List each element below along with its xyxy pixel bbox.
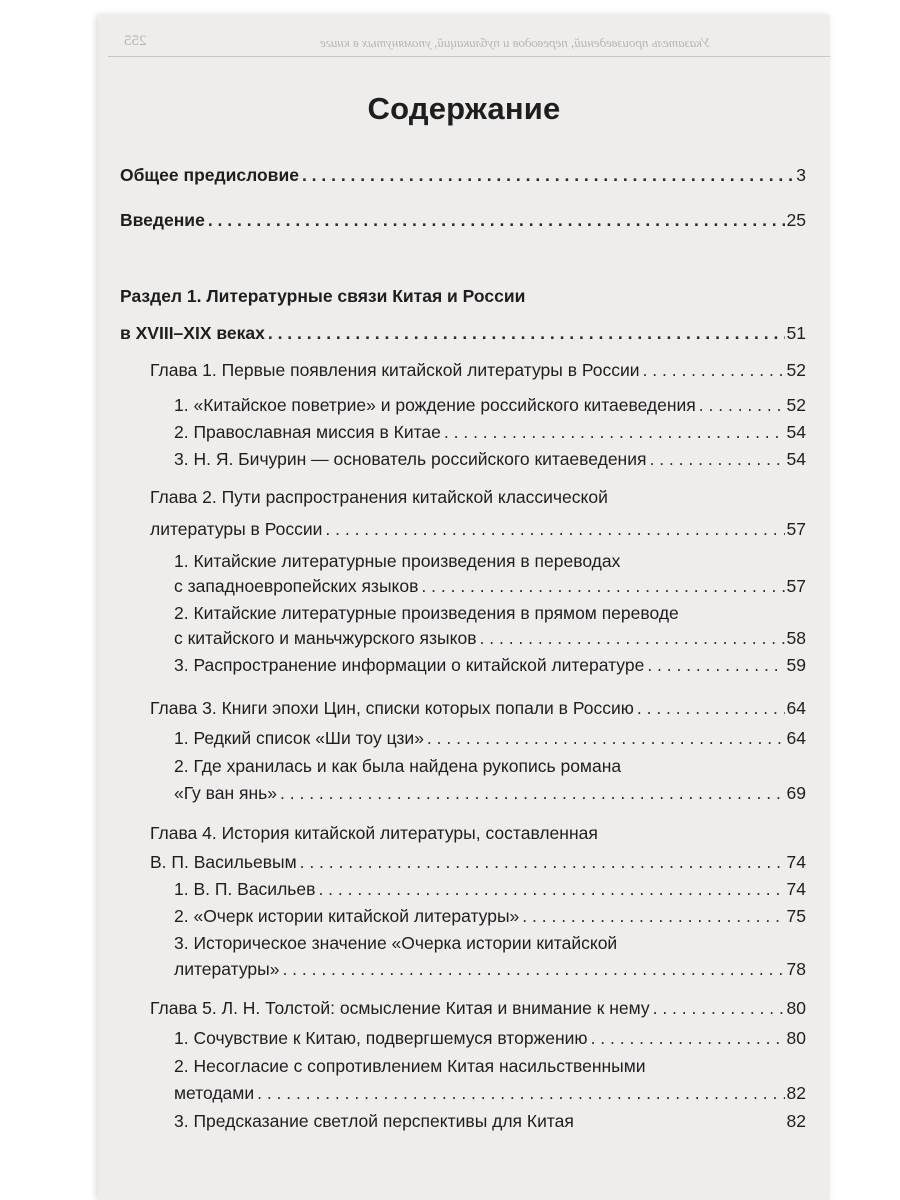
toc-entry-page: 54 bbox=[786, 449, 806, 469]
toc-entry-page: 82 bbox=[786, 1083, 806, 1103]
toc-leader-dots bbox=[280, 783, 785, 804]
toc-leader-dots bbox=[699, 395, 785, 416]
toc-entry[interactable] bbox=[174, 1056, 646, 1077]
toc-entry-text: литературы в России bbox=[150, 519, 323, 539]
toc-entry[interactable] bbox=[174, 551, 620, 572]
toc-entry-text: Глава 1. Первые появления китайской литературы в России bbox=[150, 360, 640, 380]
toc-entry[interactable] bbox=[174, 879, 806, 900]
toc-entry-page: 82 bbox=[786, 1111, 806, 1131]
toc-entry-page: 64 bbox=[786, 728, 806, 748]
toc-entry-text: 3. Предсказание светлой перспективы для Китая bbox=[174, 1111, 574, 1131]
toc-entry[interactable] bbox=[120, 286, 525, 307]
toc-entry[interactable] bbox=[150, 487, 608, 508]
toc-entry-page: 59 bbox=[786, 655, 806, 675]
toc-leader-dots bbox=[208, 210, 785, 231]
toc-entry-text: 3. Распространение информации о китайской литературе bbox=[174, 655, 645, 675]
toc-entry-page: 25 bbox=[786, 210, 806, 230]
toc-entry[interactable] bbox=[150, 998, 806, 1019]
toc-entry-text: В. П. Васильевым bbox=[150, 852, 297, 872]
header-rule bbox=[108, 56, 830, 57]
toc-entry[interactable] bbox=[174, 933, 617, 954]
toc-entry[interactable] bbox=[120, 210, 806, 231]
toc-entry[interactable] bbox=[174, 576, 806, 597]
toc-entry-page: 52 bbox=[786, 360, 806, 380]
toc-entry-page: 54 bbox=[786, 422, 806, 442]
toc-entry-text: Введение bbox=[120, 210, 205, 230]
toc-leader-dots bbox=[427, 728, 785, 749]
toc-leader-dots bbox=[649, 449, 784, 470]
toc-entry[interactable] bbox=[150, 519, 806, 540]
toc-entry-page: 80 bbox=[786, 998, 806, 1018]
toc-entry-text: в XVIII–XIX веках bbox=[120, 323, 265, 343]
toc-entry[interactable] bbox=[174, 783, 806, 804]
toc-entry-text: 1. Редкий список «Ши тоу цзи» bbox=[174, 728, 424, 748]
toc-entry-text: 1. «Китайское поветрие» и рождение российского китаеведения bbox=[174, 395, 696, 415]
toc-entry-text: 2. Несогласие с сопротивлением Китая насильственными bbox=[174, 1056, 646, 1076]
toc-entry[interactable] bbox=[174, 655, 806, 676]
toc-entry-text: 1. Сочувствие к Китаю, подвергшемуся вторжению bbox=[174, 1028, 588, 1048]
toc-leader-dots bbox=[318, 879, 784, 900]
toc-entry-page: 64 bbox=[786, 698, 806, 718]
toc-entry-text: 2. «Очерк истории китайской литературы» bbox=[174, 906, 520, 926]
toc-entry-page: 78 bbox=[786, 959, 806, 979]
book-page bbox=[98, 15, 830, 1200]
toc-entry-text: 1. В. П. Васильев bbox=[174, 879, 316, 899]
toc-entry-text: 2. Китайские литературные произведения в прямом переводе bbox=[174, 603, 679, 623]
toc-entry-page: 57 bbox=[786, 576, 806, 596]
toc-entry[interactable] bbox=[150, 823, 598, 844]
toc-entry[interactable] bbox=[150, 698, 806, 719]
toc-entry-text: методами bbox=[174, 1083, 255, 1103]
toc-entry-text: 3. Н. Я. Бичурин — основатель российского китаеведения bbox=[174, 449, 647, 469]
toc-entry-page: 58 bbox=[786, 628, 806, 648]
toc-entry[interactable] bbox=[174, 906, 806, 927]
toc-entry-text: литературы» bbox=[174, 959, 280, 979]
toc-entry-text: с китайского и маньчжурского языков bbox=[174, 628, 477, 648]
toc-entry-page: 80 bbox=[786, 1028, 806, 1048]
toc-entry[interactable] bbox=[174, 628, 806, 649]
toc-leader-dots bbox=[444, 422, 785, 443]
toc-entry[interactable] bbox=[174, 603, 679, 624]
toc-entry[interactable] bbox=[174, 395, 806, 416]
toc-entry[interactable] bbox=[174, 728, 806, 749]
toc-entry-text: Глава 2. Пути распространения китайской классической bbox=[150, 487, 608, 507]
toc-entry[interactable] bbox=[120, 165, 806, 186]
toc-leader-dots bbox=[637, 698, 785, 719]
toc-entry[interactable] bbox=[150, 852, 806, 873]
toc-entry[interactable] bbox=[174, 959, 806, 980]
toc-leader-dots bbox=[647, 655, 784, 676]
toc-entry[interactable] bbox=[150, 360, 806, 381]
toc-entry-text: 3. Историческое значение «Очерка истории китайской bbox=[174, 933, 618, 953]
toc-leader-dots bbox=[302, 165, 794, 186]
toc-entry-page: 75 bbox=[786, 906, 806, 926]
toc-entry-page: 74 bbox=[786, 852, 806, 872]
toc-leader-dots bbox=[268, 323, 785, 344]
toc-entry[interactable] bbox=[174, 422, 806, 443]
toc-entry-text: Общее предисловие bbox=[120, 165, 299, 185]
toc-entry-text: 2. Где хранилась и как была найдена рукопись романа bbox=[174, 756, 622, 776]
toc-entry[interactable] bbox=[174, 449, 806, 470]
toc-entry-page: 74 bbox=[786, 879, 806, 899]
toc-leader-dots bbox=[257, 1083, 784, 1104]
toc-entry-text: с западноевропейских языков bbox=[174, 576, 419, 596]
toc-entry-page: 57 bbox=[786, 519, 806, 539]
toc-entry-text: 2. Православная миссия в Китае bbox=[174, 422, 441, 442]
toc-leader-dots bbox=[643, 360, 785, 381]
toc-entry-text: 1. Китайские литературные произведения в переводах bbox=[174, 551, 621, 571]
toc-entry-page: 3 bbox=[796, 165, 806, 185]
toc-entry-text: «Гу ван янь» bbox=[174, 783, 278, 803]
toc-leader-dots bbox=[591, 1028, 785, 1049]
header-page-number: 255 bbox=[124, 33, 147, 49]
header-running-title: Указатель произведений, переводов и публикаций, упомянутых в книге bbox=[320, 35, 711, 50]
toc-leader-dots bbox=[282, 959, 784, 980]
toc-entry[interactable] bbox=[174, 1083, 806, 1104]
toc-entry-page: 69 bbox=[786, 783, 806, 803]
toc-entry-text: Раздел 1. Литературные связи Китая и России bbox=[120, 286, 526, 306]
toc-entry-text: Глава 5. Л. Н. Толстой: осмысление Китая и внимание к нему bbox=[150, 998, 650, 1018]
toc-entry[interactable] bbox=[174, 756, 621, 777]
toc-entry-page: 51 bbox=[786, 323, 806, 343]
toc-leader-dots bbox=[325, 519, 784, 540]
running-header bbox=[98, 29, 830, 53]
toc-entry-text: Глава 3. Книги эпохи Цин, списки которых попали в Россию bbox=[150, 698, 634, 718]
toc-leader-dots bbox=[421, 576, 784, 597]
toc-entry-page: 52 bbox=[786, 395, 806, 415]
toc-leader-dots bbox=[480, 628, 785, 649]
toc-leader-dots bbox=[522, 906, 784, 927]
toc-leader-dots bbox=[300, 852, 785, 873]
toc-entry-text: Глава 4. История китайской литературы, составленная bbox=[150, 823, 598, 843]
toc-entry[interactable] bbox=[174, 1028, 806, 1049]
page-title: Содержание bbox=[367, 91, 561, 126]
toc-entry[interactable] bbox=[174, 1111, 806, 1132]
toc-leader-dots bbox=[653, 998, 785, 1019]
toc-entry[interactable] bbox=[120, 323, 806, 344]
